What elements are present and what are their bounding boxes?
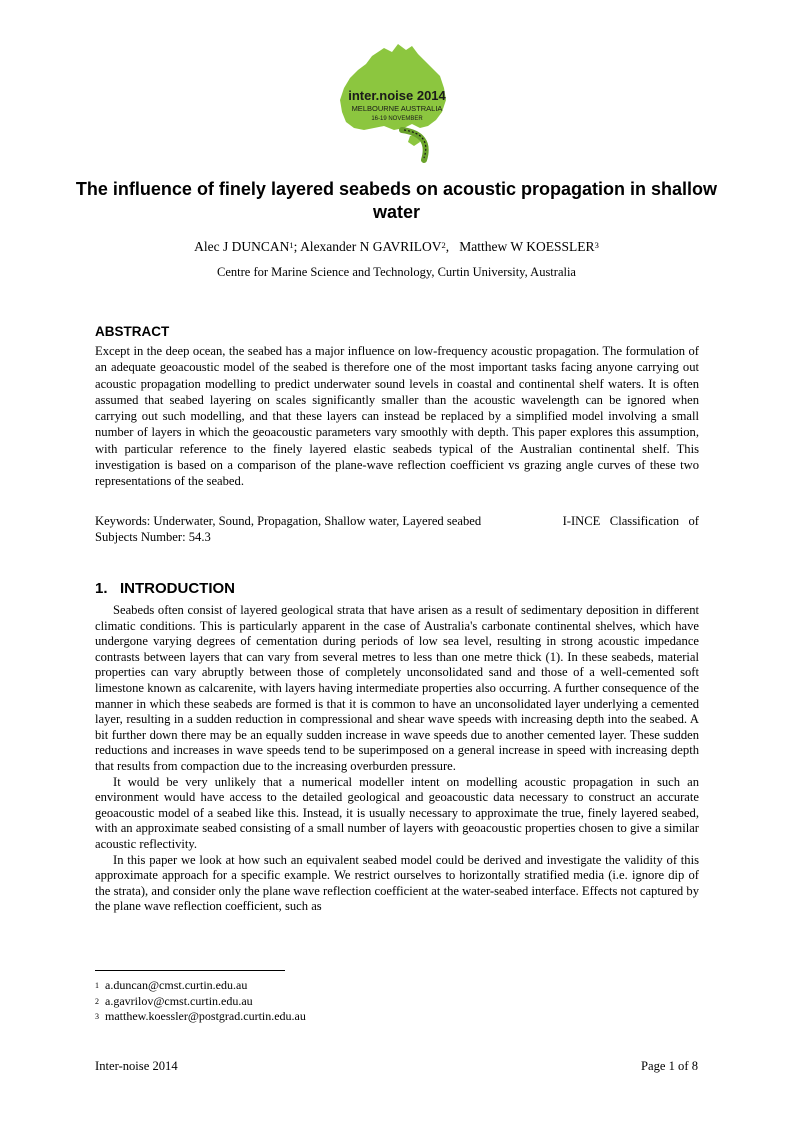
author-name: Alexander N GAVRILOV — [300, 239, 442, 254]
paragraph: Seabeds often consist of layered geological strata that have arisen as a result of sedimentary deposition in different climatic conditions. This is particularly apparent in the case of Australia's carbonate continental shelves, which have undergone varying degrees of cementation during periods of low sea level, resulting in strong acoustic impedance contrasts between layers that can vary from several metres to less than one metre thick (1). In these seabeds, material properties can vary abruptly between those of completely unconsolidated sand and those of a well-cemented soft limestone known as calcarenite, with layers having intermediate properties also occurring. A further consequence of the manner in which these seabeds are formed is that it is common to have an unconsolidated layer underlying a cemented layer, resulting in a sudden reduction in compressional and shear wave speeds with increasing depth into the seabed. A bit further down there may be an equally sudden increase in wave speeds due to another cemented layer. These sudden reductions and increases in wave speeds tend to be superimposed on a general increase in speed with increasing depth that results from compaction due to the increasing overburden pressure. — [95, 603, 699, 773]
logo-line-3: 16-19 NOVEMBER — [371, 116, 423, 122]
footnote-email: a.gavrilov@cmst.curtin.edu.au — [105, 993, 253, 1008]
abstract-heading: ABSTRACT — [95, 324, 170, 339]
inter-noise-2014-logo — [332, 38, 462, 168]
subjects-number: Subjects Number: 54.3 — [95, 530, 211, 545]
author-footnote-mark: 2 — [441, 240, 446, 250]
author-separator: , — [445, 239, 460, 254]
keywords — [95, 513, 699, 546]
author-name: Alec J DUNCAN — [194, 239, 290, 254]
author-separator: ; — [293, 239, 301, 254]
author-footnote-mark: 3 — [594, 240, 599, 250]
footer-conference: Inter-noise 2014 — [95, 1059, 178, 1073]
introduction-body — [95, 603, 699, 915]
footnote-divider — [95, 970, 285, 971]
footnote-email: a.duncan@cmst.curtin.edu.au — [105, 978, 248, 992]
footnote-mark: 1 — [95, 981, 99, 990]
paper-title: The influence of finely layered seabeds on acoustic propagation in shallow water — [75, 179, 718, 222]
author-name: Matthew W KOESSLER — [459, 239, 595, 254]
footnote — [95, 994, 306, 1010]
classification-label: I-INCE Classification of — [562, 514, 699, 528]
footnote — [95, 978, 306, 994]
footer-page-number: Page 1 of 8 — [640, 1059, 698, 1073]
logo-line-1: inter.noise 2014 — [348, 88, 446, 103]
footnotes — [95, 978, 306, 1025]
footnote — [95, 1009, 306, 1025]
footnote-email: matthew.koessler@postgrad.curtin.edu.au — [105, 1009, 306, 1023]
section-heading-introduction: 1. INTRODUCTION — [95, 580, 236, 597]
paragraph: It would be very unlikely that a numerical modeller intent on modelling acoustic propagation in such an environment would have access to the detailed geological and geoacoustic data necessary to construct an accurate geoacoustic model of a seabed like this. Instead, it is usually necessary to approximate the true, finely layered seabed, with an approximate seabed consisting of a small number of layers with geoacoustic properties chosen to give a similar acoustic reflectivity. — [95, 774, 699, 851]
footnote-mark: 2 — [95, 996, 99, 1006]
logo-line-2: MELBOURNE AUSTRALIA — [351, 104, 443, 113]
author-list — [0, 238, 793, 256]
footnote-mark: 3 — [95, 1012, 99, 1021]
affiliation: Centre for Marine Science and Technology, Curtin University, Australia — [217, 265, 576, 279]
paragraph: In this paper we look at how such an equivalent seabed model could be derived and investigate the validity of this approximate approach for a specific example. We restrict ourselves to horizontally stratified media (i.e. ignore dip of the strata), and consider only the plane wave reflection coefficient at the water-seabed interface. Effects not captured by the plane wave reflection coefficient, such as — [95, 852, 699, 914]
author-footnote-mark: 1 — [289, 240, 294, 250]
abstract-body: Except in the deep ocean, the seabed has a major influence on low-frequency acoustic propagation. The formulation of an adequate geoacoustic model of the seabed is therefore one of the most important tasks facing anyone carrying out acoustic propagation modelling to predict underwater sound levels in coastal and continental shelf waters. It is often assumed that seabed layering on scales significantly smaller than the acoustic wavelength can be ignored when carrying out such modelling, and that these layers can instead be replaced by a simplified model involving a small number of layers in which the geoacoustic parameters vary smoothly with depth. This paper explores this assumption, with particular reference to the finely layered elastic seabeds typical of the Australian continental shelf. This investigation is based on a comparison of the plane-wave reflection coefficient vs grazing angle curves of these two representations of the seabed. — [95, 344, 699, 489]
keywords-list: Keywords: Underwater, Sound, Propagation, Shallow water, Layered seabed — [95, 514, 482, 528]
